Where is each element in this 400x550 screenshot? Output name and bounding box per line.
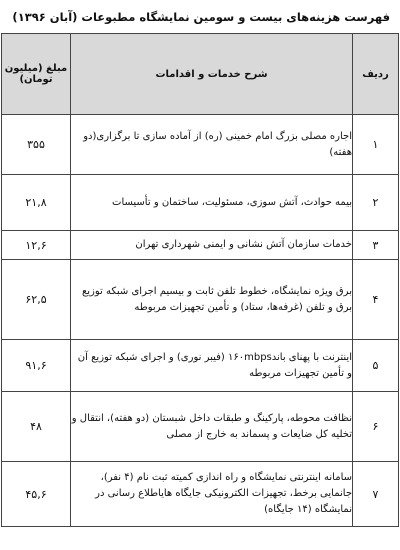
page-title: فهرست هزینه‌های بیست و سومین نمایشگاه مطبوعات (آبان ۱۳۹۶) [12,10,390,24]
row-amount: ۱۲,۶ [2,231,71,260]
table-header-row [2,34,399,115]
row-number: ۷ [353,462,399,527]
row-amount: ۲۱,۸ [2,175,71,231]
header-amount: مبلغ (میلیون تومان) [2,34,71,115]
row-amount: ۳۵۵ [2,115,71,175]
row-description: اینترنت با پهنای باند۱۶۰mbps (فیبر نوری) و اجرای شبکه توزیع آن و تأمین تجهیزات مربوطه [71,340,353,392]
header-description: شرح خدمات و اقدامات [71,34,353,115]
row-amount: ۴۵,۶ [2,462,71,527]
row-number: ۳ [353,231,399,260]
row-description: اجاره مصلی بزرگ امام خمینی (ره) از آماده سازی تا برگزاری(دو هفته) [71,115,353,175]
table-row [2,462,399,527]
row-description: خدمات سازمان آتش نشانی و ایمنی شهرداری تهران [71,231,353,260]
row-number: ۵ [353,340,399,392]
row-description: سامانه اینترنتی نمایشگاه و راه اندازی کمیته ثبت نام (۴ نفر)، جانمایی برخط، تجهیزات الکترونیکی جایگاه هایاطلاع رسانی در نمایشگاه (۱۴ جایگاه) [71,462,353,527]
table-row [2,175,399,231]
header-row-number: ردیف [353,34,399,115]
row-number: ۴ [353,260,399,340]
row-description: نظافت محوطه، پارکینگ و طبقات داخل شبستان (دو هفته)، انتقال و تخلیه کل ضایعات و پسماند به خارج از مصلی [71,392,353,462]
row-description: بیمه حوادث، آتش سوزی، مسئولیت، ساختمان و تأسیسات [71,175,353,231]
table-row [2,260,399,340]
costs-table [1,33,399,527]
row-description: برق ویژه نمایشگاه، خطوط تلفن ثابت و بیسیم اجرای شبکه توزیع برق و تلفن (غرفه‌ها، ستاد) و تأمین تجهیزات مربوطه [71,260,353,340]
row-number: ۶ [353,392,399,462]
table-row [2,392,399,462]
row-number: ۲ [353,175,399,231]
table-row [2,115,399,175]
row-amount: ۴۸ [2,392,71,462]
row-amount: ۶۲,۵ [2,260,71,340]
row-amount: ۹۱,۶ [2,340,71,392]
table-row [2,340,399,392]
row-number: ۱ [353,115,399,175]
table-row [2,231,399,260]
